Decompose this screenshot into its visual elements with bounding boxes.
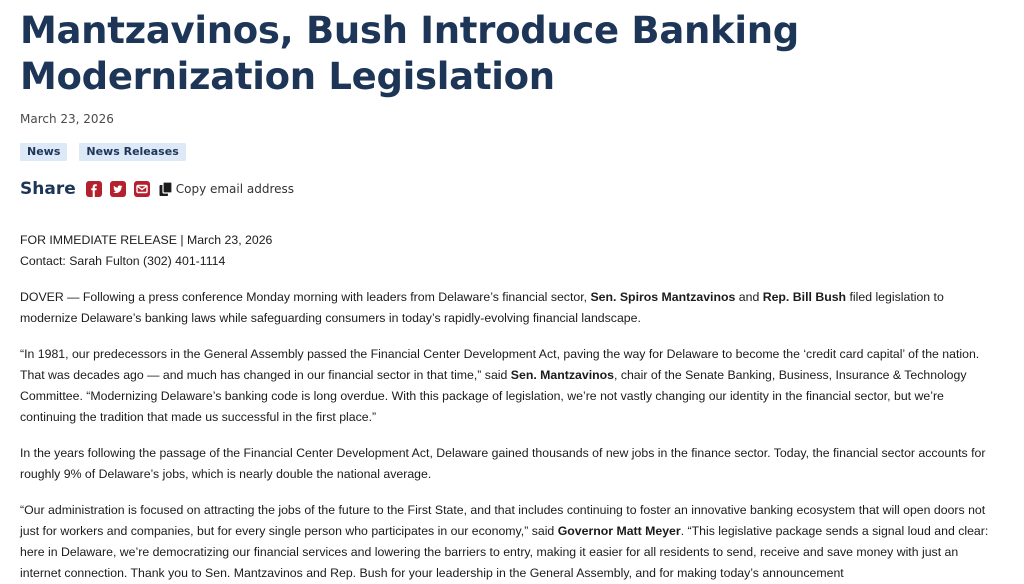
copy-icon: [158, 181, 174, 197]
copy-email-label: Copy email address: [175, 182, 295, 196]
text-run: , chair of the Senate Banking, Business, Insurance & Technology Committee. “Modernizing Delaware’s banking code is long overdue. With this package of legislation, we’re not vastly changing our identity in the financial sector, but we’re continuing the tradition that made us successful in the first place.”: [20, 368, 967, 424]
paragraph-3: In the years following the passage of the Financial Center Development Act, Delaware gained thousands of new jobs in the finance sector. Today, the financial sector accounts for roughly 9% of Delaware’s jobs, which is nearly double the national average.: [20, 446, 986, 481]
publish-date: March 23, 2026: [20, 112, 114, 126]
text-run: “In 1981, our predecessors in the General Assembly passed the Financial Center Development Act, paving the way for Delaware to become the ‘credit card capital’ of the nation. That was decades ago — and much has changed in our financial sector in that time,” said: [20, 347, 980, 382]
text-run: . “This legislative package sends a signal loud and clear: here in Delaware, we’re democratizing our financial services and lowering the barriers to entry, making it easier for all residents to send, receive and save money with just an internet connection. Thank you to Sen. Mantzavinos and Rep. Bush for your leadership in the General Assembly, and for making today’s announcement: [20, 524, 989, 580]
tag-list: [20, 143, 186, 161]
paragraph-4: [20, 500, 995, 584]
text-run: filed legislation to modernize Delaware’s banking laws while safeguarding consumers in today’s rapidly-evolving financial landscape.: [20, 290, 944, 325]
governor-name: Governor Matt Meyer: [557, 524, 681, 538]
representative-name: Rep. Bill Bush: [762, 290, 847, 304]
copy-email-button[interactable]: [158, 181, 294, 197]
tag-news[interactable]: News: [20, 143, 67, 161]
text-run: “Our administration is focused on attracting the jobs of the future to the First State, and that includes continuing to foster an innovative banking ecosystem that will open doors not just for workers and companies, but for every single person who participates in our economy,” said: [20, 503, 986, 538]
twitter-icon[interactable]: [110, 181, 126, 197]
senator-name: Sen. Mantzavinos: [510, 368, 614, 382]
paragraph-1: [20, 287, 995, 329]
contact-line: Contact: Sarah Fulton (302) 401-1114: [20, 254, 226, 268]
senator-name: Sen. Spiros Mantzavinos: [590, 290, 736, 304]
facebook-icon[interactable]: [86, 181, 102, 197]
release-line: FOR IMMEDIATE RELEASE | March 23, 2026: [20, 233, 273, 247]
text-run: DOVER — Following a press conference Monday morning with leaders from Delaware’s financial sector,: [20, 290, 591, 304]
share-label: Share: [20, 179, 76, 199]
article-body: [20, 230, 995, 584]
share-bar: [20, 177, 294, 201]
text-run: and: [735, 290, 763, 304]
email-icon[interactable]: [134, 181, 150, 197]
tag-news-releases[interactable]: News Releases: [79, 143, 185, 161]
paragraph-2: [20, 344, 995, 428]
page-title: Mantzavinos, Bush Introduce Banking Modernization Legislation: [20, 9, 799, 98]
